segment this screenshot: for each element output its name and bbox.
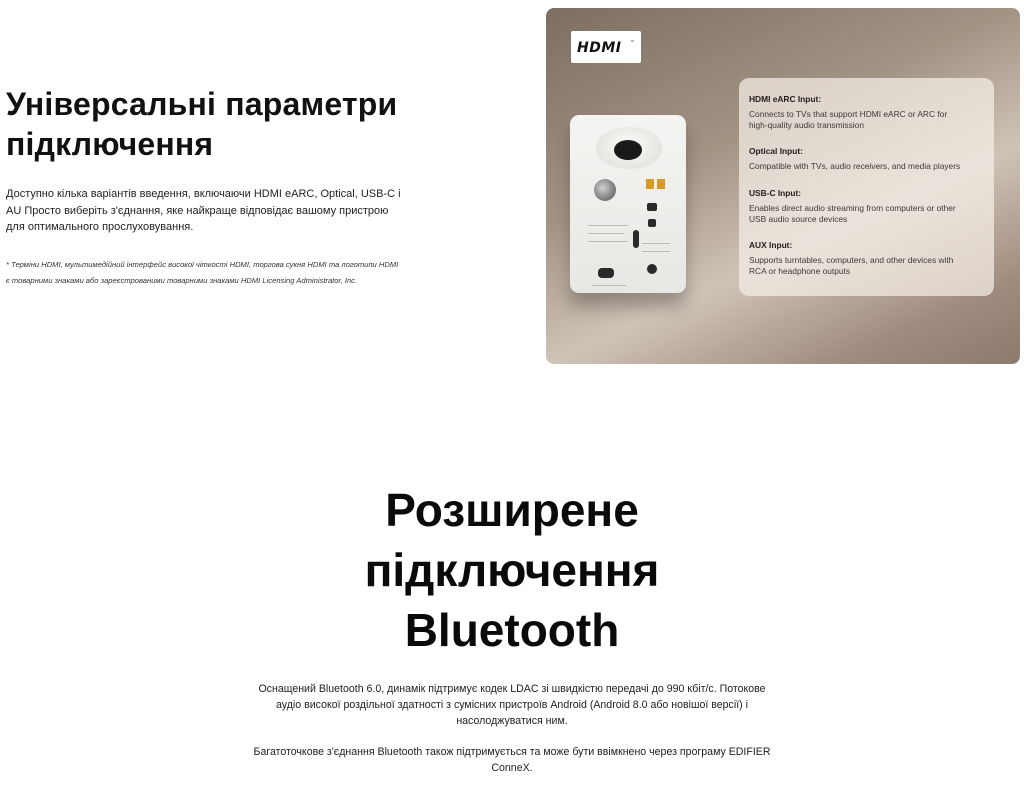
connectivity-desc-line1: Доступно кілька варіантів введення, включаючи HDMI eARC, Optical, USB-C і: [6, 188, 401, 200]
trademark-note-line1: * Терміни HDMI, мультимедійний інтерфейс високої чіткості HDMI, торгова сукня HDMI та логотипи HDMI: [6, 259, 399, 269]
trademark-note: [6, 257, 406, 289]
spec-title: Optical Input:: [749, 146, 803, 156]
connectivity-heading-line2: підключення: [6, 126, 214, 162]
hdmi-logo-mark: [575, 38, 637, 56]
power-switch: [647, 264, 657, 274]
usb-c-port: [647, 203, 657, 211]
aux-port: [648, 219, 656, 227]
label-line: [588, 233, 624, 234]
hdmi-logo: [571, 31, 641, 63]
bluetooth-heading-line1: Розширене: [385, 484, 639, 536]
spec-title: AUX Input:: [749, 240, 793, 250]
spec-title: USB-C Input:: [749, 188, 802, 198]
hdmi-port-indicator: [657, 179, 665, 189]
connectivity-desc-line2: AU Просто виберіть з'єднання, яке найкраще відповідає вашому пристрою: [6, 204, 389, 217]
spec-text-line: USB audio source devices: [749, 214, 848, 224]
bluetooth-heading-line3: Bluetooth: [404, 604, 620, 656]
bluetooth-desc-line3: насолоджуватися ним.: [456, 715, 568, 727]
label-line: [642, 251, 670, 252]
bluetooth-heading: [262, 480, 762, 660]
spec-text-line: Supports turntables, computers, and other devices with: [749, 255, 954, 265]
connectivity-text-block: [6, 84, 406, 289]
speaker-rear-panel-image: [570, 115, 686, 293]
bluetooth-desc-line1: Оснащений Bluetooth 6.0, динамік підтримує кодек LDAC зі швидкістю передачі до 990 кбіт/с. Потокове: [258, 683, 766, 695]
power-socket: [598, 268, 614, 278]
spec-text: [749, 161, 989, 172]
label-line: [588, 225, 628, 226]
spec-text-line: RCA or headphone outputs: [749, 266, 851, 276]
connectivity-image-card: [546, 8, 1020, 364]
connectivity-desc-line3: для оптимального прослуховування.: [6, 221, 194, 233]
label-line: [592, 285, 626, 286]
spec-text-line: Enables direct audio streaming from computers or other: [749, 203, 956, 213]
trademark-note-line2: є товарними знаками або зареєстрованими товарними знаками HDMI Licensing Administrator, Inc.: [6, 275, 358, 285]
spec-text-line: high-quality audio transmission: [749, 120, 864, 130]
multipoint-description: [242, 744, 782, 776]
connectivity-description: [6, 186, 406, 236]
connectivity-heading: [6, 84, 406, 164]
bluetooth-heading-line2: підключення: [364, 544, 660, 596]
hdmi-logo-text: HDMI: [577, 40, 622, 56]
connectivity-heading-line1: Універсальні параметри: [6, 86, 398, 122]
hdmi-logo-tm: ™: [630, 40, 635, 46]
volume-knob: [594, 179, 616, 201]
multipoint-desc-line1: Багатоточкове з'єднання Bluetooth також підтримується та може бути ввімкнено через програму EDIFIER: [253, 746, 771, 758]
spec-aux: [749, 239, 989, 277]
spec-hdmi-earc: [749, 93, 989, 131]
spec-usb-c: [749, 187, 989, 225]
bluetooth-description: [242, 681, 782, 729]
switch: [633, 230, 639, 248]
spec-title: HDMI eARC Input:: [749, 94, 822, 104]
multipoint-desc-line2: ConneX.: [491, 762, 533, 774]
spec-text: [749, 109, 989, 131]
spec-text: [749, 255, 989, 277]
spec-text: [749, 203, 989, 225]
input-specs-panel: [739, 78, 994, 296]
bass-port-opening: [614, 140, 642, 160]
optical-port-indicator: [646, 179, 654, 189]
spec-text-line: Compatible with TVs, audio receivers, and media players: [749, 161, 961, 171]
spec-text-line: Connects to TVs that support HDMI eARC or ARC for: [749, 109, 948, 119]
spec-optical: [749, 145, 989, 172]
bluetooth-desc-line2: аудіо високої роздільної здатності з сумісних пристроїв Android (Android 8.0 або новішої версії) і: [276, 699, 748, 711]
label-line: [588, 241, 628, 242]
label-line: [642, 243, 670, 244]
